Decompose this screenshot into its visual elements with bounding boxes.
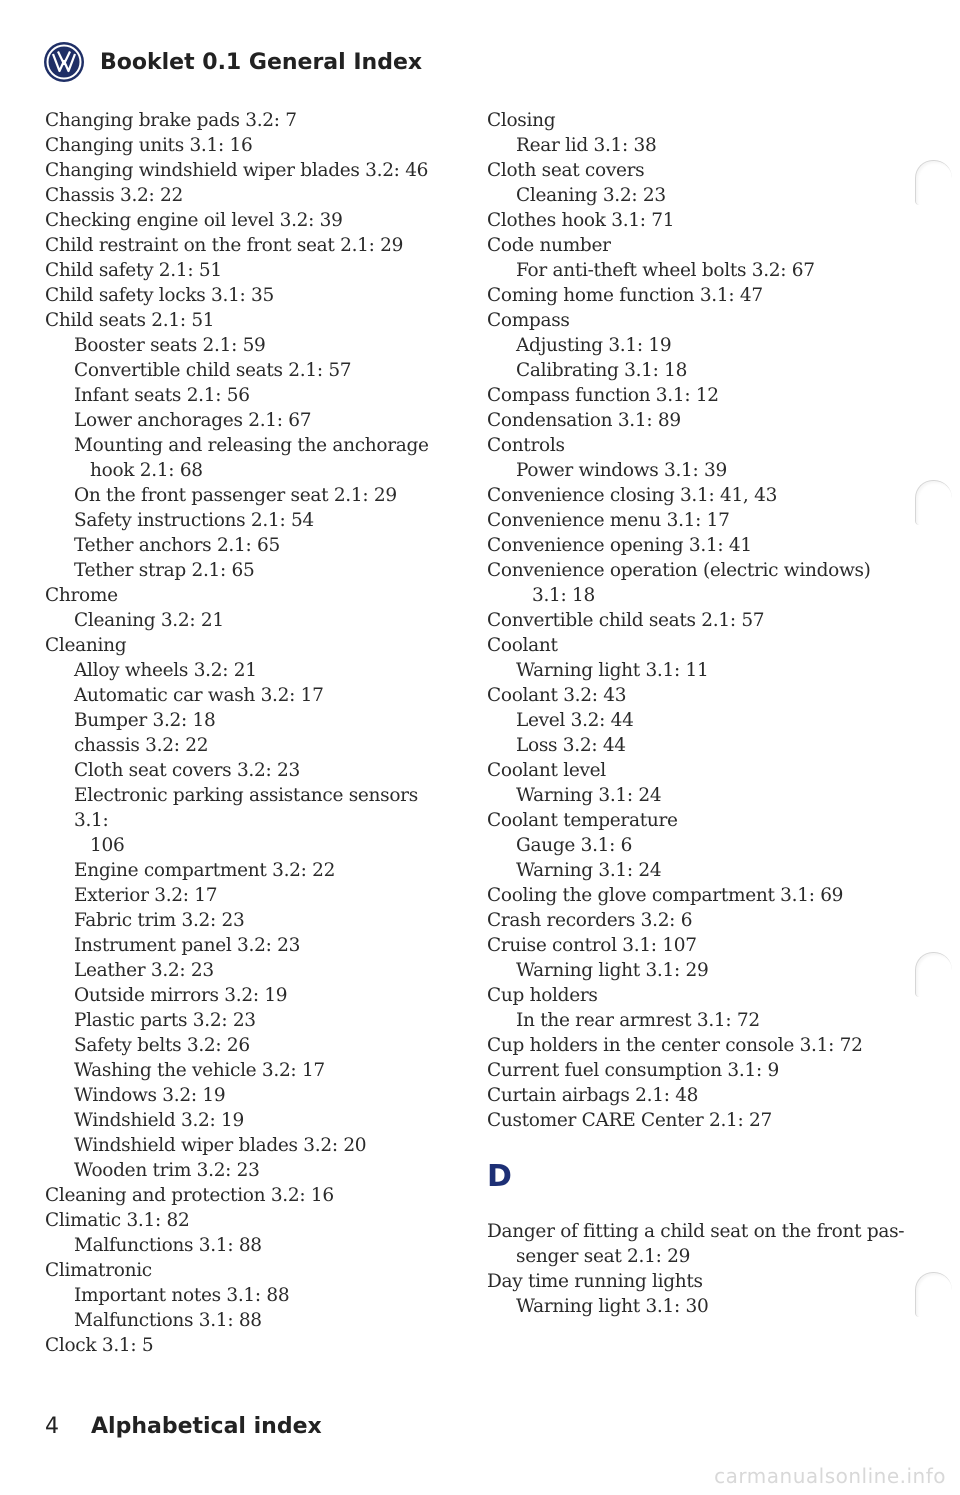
index-entry: Cleaning and protection 3.2: 16 <box>45 1185 334 1206</box>
index-subentry: Washing the vehicle 3.2: 17 <box>74 1060 325 1081</box>
index-entry: Convenience menu 3.1: 17 <box>487 510 730 531</box>
index-subentry: Windshield wiper blades 3.2: 20 <box>74 1135 367 1156</box>
index-subentry: Tether strap 2.1: 65 <box>74 560 255 581</box>
index-entry: Danger of fitting a child seat on the front pas- <box>487 1221 905 1242</box>
index-column-left <box>45 108 455 1358</box>
index-entry: Compass <box>487 310 570 331</box>
vw-logo-icon <box>44 42 84 82</box>
index-entry: Coolant temperature <box>487 810 678 831</box>
index-subentry: On the front passenger seat 2.1: 29 <box>74 485 397 506</box>
index-entry: Changing units 3.1: 16 <box>45 135 253 156</box>
index-subentry: Outside mirrors 3.2: 19 <box>74 985 288 1006</box>
index-subentry: Convertible child seats 2.1: 57 <box>74 360 352 381</box>
page-header <box>44 40 422 84</box>
index-subentry: Leather 3.2: 23 <box>74 960 214 981</box>
index-subentry: 3.1: 18 <box>532 585 595 606</box>
index-entry: Clothes hook 3.1: 71 <box>487 210 675 231</box>
watermark: carmanualsonline.info <box>714 1464 946 1488</box>
index-entry: Convenience closing 3.1: 41, 43 <box>487 485 778 506</box>
index-entry: Changing brake pads 3.2: 7 <box>45 110 297 131</box>
index-subentry: Safety belts 3.2: 26 <box>74 1035 250 1056</box>
index-subentry: senger seat 2.1: 29 <box>516 1246 691 1267</box>
index-entry: Convertible child seats 2.1: 57 <box>487 610 765 631</box>
index-entry: Checking engine oil level 3.2: 39 <box>45 210 343 231</box>
index-entry: Customer CARE Center 2.1: 27 <box>487 1110 772 1131</box>
index-entry: Cleaning <box>45 635 127 656</box>
index-subentry: Warning 3.1: 24 <box>516 785 662 806</box>
index-subentry: Power windows 3.1: 39 <box>516 460 727 481</box>
page-tab-marker <box>915 1272 952 1317</box>
index-subentry: Mounting and releasing the anchorage <box>74 435 429 456</box>
index-subentry: Warning light 3.1: 11 <box>516 660 709 681</box>
index-subentry: Engine compartment 3.2: 22 <box>74 860 336 881</box>
index-subentry: Calibrating 3.1: 18 <box>516 360 688 381</box>
index-entry: Climatic 3.1: 82 <box>45 1210 190 1231</box>
index-subentry: Rear lid 3.1: 38 <box>516 135 657 156</box>
index-subentry: Loss 3.2: 44 <box>516 735 626 756</box>
index-subentry: Warning light 3.1: 29 <box>516 960 709 981</box>
index-entry: Cooling the glove compartment 3.1: 69 <box>487 885 844 906</box>
index-subentry: Adjusting 3.1: 19 <box>516 335 672 356</box>
index-entry: Closing <box>487 110 556 131</box>
index-subentry: Infant seats 2.1: 56 <box>74 385 250 406</box>
index-entry: Child safety locks 3.1: 35 <box>45 285 274 306</box>
index-subentry: chassis 3.2: 22 <box>74 735 209 756</box>
index-subentry: Automatic car wash 3.2: 17 <box>74 685 324 706</box>
index-entry: Code number <box>487 235 611 256</box>
index-entry: Coolant level <box>487 760 606 781</box>
index-subentry: Cleaning 3.2: 21 <box>74 610 224 631</box>
index-subentry: Malfunctions 3.1: 88 <box>74 1310 262 1331</box>
index-entry: Climatronic <box>45 1260 152 1281</box>
index-entry: Compass function 3.1: 12 <box>487 385 719 406</box>
index-subentry: Cloth seat covers 3.2: 23 <box>74 760 300 781</box>
index-entry: Cup holders in the center console 3.1: 72 <box>487 1035 863 1056</box>
page-tab-marker <box>915 160 952 205</box>
index-entry: Coming home function 3.1: 47 <box>487 285 763 306</box>
index-subentry: Gauge 3.1: 6 <box>516 835 633 856</box>
page-number: 4 <box>45 1414 59 1439</box>
page-title: Booklet 0.1 General Index <box>100 49 423 75</box>
index-subentry: Important notes 3.1: 88 <box>74 1285 290 1306</box>
index-entry: Condensation 3.1: 89 <box>487 410 681 431</box>
index-column-right <box>487 108 907 1319</box>
index-entry: Cup holders <box>487 985 598 1006</box>
index-subentry: Malfunctions 3.1: 88 <box>74 1235 262 1256</box>
index-entry: Convenience opening 3.1: 41 <box>487 535 752 556</box>
section-letter-d: D <box>487 1159 512 1194</box>
index-subentry: Alloy wheels 3.2: 21 <box>74 660 257 681</box>
index-entry: Cruise control 3.1: 107 <box>487 935 697 956</box>
index-entry: Coolant 3.2: 43 <box>487 685 627 706</box>
index-entry: Child seats 2.1: 51 <box>45 310 215 331</box>
footer-title: Alphabetical index <box>91 1414 322 1439</box>
index-subentry: Warning light 3.1: 30 <box>516 1296 709 1317</box>
index-entry: Controls <box>487 435 565 456</box>
index-subentry: Fabric trim 3.2: 23 <box>74 910 245 931</box>
index-subentry: Wooden trim 3.2: 23 <box>74 1160 260 1181</box>
index-entry: Cloth seat covers <box>487 160 645 181</box>
index-entry: Curtain airbags 2.1: 48 <box>487 1085 699 1106</box>
index-subentry: Windows 3.2: 19 <box>74 1085 226 1106</box>
page-tab-marker <box>915 952 952 997</box>
index-subentry: Level 3.2: 44 <box>516 710 634 731</box>
page-footer <box>45 1414 322 1439</box>
index-entry: Crash recorders 3.2: 6 <box>487 910 693 931</box>
index-subentry: 106 <box>90 835 125 856</box>
index-entries-d <box>487 1219 907 1319</box>
index-subentry: Booster seats 2.1: 59 <box>74 335 266 356</box>
index-entry: Coolant <box>487 635 558 656</box>
index-subentry: Lower anchorages 2.1: 67 <box>74 410 312 431</box>
index-subentry: hook 2.1: 68 <box>90 460 203 481</box>
index-entry: Child restraint on the front seat 2.1: 29 <box>45 235 404 256</box>
index-entry: Day time running lights <box>487 1271 703 1292</box>
index-entry: Clock 3.1: 5 <box>45 1335 154 1356</box>
index-entry: Changing windshield wiper blades 3.2: 46 <box>45 160 429 181</box>
index-subentry: Tether anchors 2.1: 65 <box>74 535 280 556</box>
index-subentry: Exterior 3.2: 17 <box>74 885 218 906</box>
index-entry: Convenience operation (electric windows) <box>487 560 871 581</box>
index-subentry: Instrument panel 3.2: 23 <box>74 935 301 956</box>
index-subentry: Electronic parking assistance sensors 3.1: <box>74 785 418 831</box>
index-entry: Chrome <box>45 585 118 606</box>
page-tab-marker <box>915 480 952 525</box>
index-entry: Child safety 2.1: 51 <box>45 260 222 281</box>
index-subentry: Warning 3.1: 24 <box>516 860 662 881</box>
index-subentry: For anti-theft wheel bolts 3.2: 67 <box>516 260 815 281</box>
index-subentry: Windshield 3.2: 19 <box>74 1110 244 1131</box>
index-entry: Chassis 3.2: 22 <box>45 185 183 206</box>
index-subentry: Plastic parts 3.2: 23 <box>74 1010 256 1031</box>
index-subentry: In the rear armrest 3.1: 72 <box>516 1010 760 1031</box>
index-subentry: Bumper 3.2: 18 <box>74 710 216 731</box>
index-subentry: Cleaning 3.2: 23 <box>516 185 666 206</box>
index-entries-right <box>487 108 907 1133</box>
index-subentry: Safety instructions 2.1: 54 <box>74 510 314 531</box>
index-entry: Current fuel consumption 3.1: 9 <box>487 1060 779 1081</box>
